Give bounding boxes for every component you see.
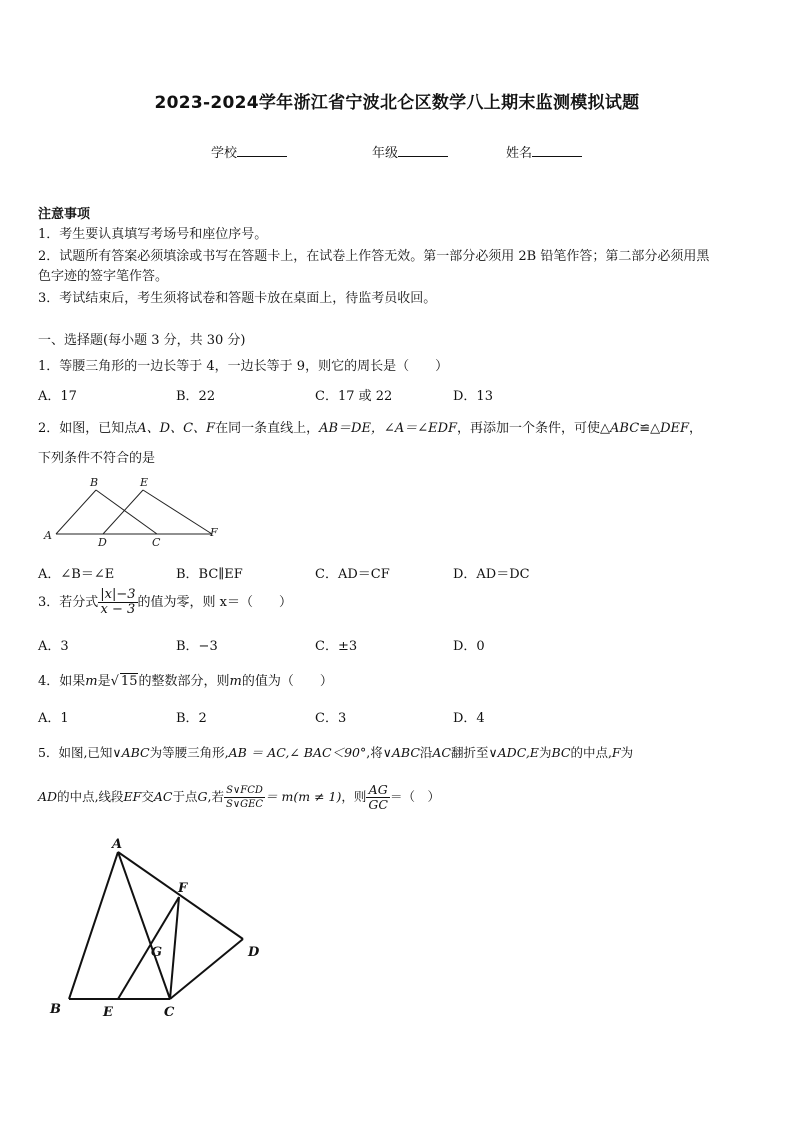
q2-segment-ab: [56, 490, 96, 534]
q2-figure: [40, 472, 230, 548]
q5-tail: ＝（ ）: [389, 789, 440, 804]
q5-t8: AC: [432, 745, 451, 760]
grade-label: 年级: [372, 146, 399, 161]
question-2: [38, 417, 702, 436]
q3-fraction: [98, 588, 137, 617]
q5-t5: ,将∨: [366, 745, 392, 760]
q5-ag: AG: [366, 783, 390, 798]
q5-segment-fc: [170, 897, 179, 999]
q4-var-m2: m: [229, 674, 242, 689]
q5-label-f: F: [178, 881, 188, 896]
q4-text-mid2: 的整数部分，则: [138, 674, 230, 689]
q1-option-a: A．17: [38, 389, 77, 404]
q1-option-b: B．22: [176, 389, 216, 404]
q5-t6: ABC: [391, 745, 420, 760]
q5-t11: 为: [538, 745, 552, 760]
school-field: [211, 142, 287, 161]
notice-item-2: 2．试题所有答案必须填涂或书写在答题卡上，在试卷上作答无效。第一部分必须用 2B 铅笔作答；第二部分必须用黑: [38, 249, 710, 264]
q2-tri-def: DEF: [660, 421, 690, 436]
q5-label-e: E: [103, 1005, 113, 1020]
q5-l2-t1: 的中点,线段: [57, 789, 124, 804]
q5-label-c: C: [164, 1005, 175, 1020]
q5-eq: ＝ m(m ≠ 1): [265, 789, 342, 804]
q5-l2-ac: AC: [153, 789, 173, 804]
q1-option-d: D．13: [453, 389, 493, 404]
q2-option-c: C．AD＝CF: [315, 567, 390, 582]
q3-option-b: B．−3: [176, 639, 218, 654]
q5-ag-gc: [366, 783, 390, 812]
q5-then: ，则: [341, 789, 367, 804]
school-blank: [237, 144, 287, 157]
q3-denominator: x − 3: [100, 602, 136, 617]
name-field: [506, 142, 582, 161]
q5-label-b: B: [50, 1002, 61, 1017]
q2-segment-ef: [143, 490, 212, 534]
q5-area-num: S∨FCD: [224, 784, 265, 798]
q2-label-c: C: [152, 536, 161, 548]
q2-option-a: A．∠B＝∠E: [38, 567, 115, 582]
q2-tri-abc: ABC: [610, 421, 640, 436]
q2-label-f: F: [210, 526, 218, 539]
q2-comma: ，: [689, 421, 703, 436]
q5-t14: F: [611, 745, 621, 760]
question-5-line2: [38, 783, 440, 812]
q5-segment-ab: [69, 852, 118, 999]
page-title: 2023-2024学年浙江省宁波北仑区数学八上期末监测模拟试题: [154, 93, 640, 113]
q2-points: A、D、C、F: [137, 421, 216, 436]
q5-t12: BC: [551, 745, 571, 760]
q5-l2-ef: EF: [123, 789, 142, 804]
q5-t13: 的中点,: [570, 745, 612, 760]
q3-text-pre: 3．若分式: [38, 595, 99, 610]
q2-text-d: ，再添加一个条件，可使△: [457, 421, 611, 436]
q3-option-c: C．±3: [315, 639, 358, 654]
q4-text-pre: 4．如果: [38, 674, 86, 689]
q3-option-d: D．0: [453, 639, 485, 654]
q2-segment-bc: [96, 490, 157, 534]
q2-text-a: 2．如图，已知点: [38, 421, 138, 436]
q5-label-a: A: [112, 837, 123, 852]
q4-option-b: B．2: [176, 711, 207, 726]
name-blank: [532, 144, 582, 157]
q5-label-d: D: [248, 945, 260, 960]
q1-option-c: C．17 或 22: [315, 389, 393, 404]
q5-label-g: G: [151, 945, 163, 960]
notice-item-3: 3．考试结束后，考生须将试卷和答题卡放在桌面上，待监考员收回。: [38, 291, 437, 306]
name-label: 姓名: [506, 146, 533, 161]
q2-congruent: ≌△: [639, 421, 661, 436]
notice-heading: 注意事项: [38, 207, 91, 222]
question-3: [38, 588, 292, 617]
q3-numerator: |x|−3: [100, 587, 136, 602]
q2-segment-de: [103, 490, 143, 534]
q3-text-post: 的值为零，则 x＝（ ）: [137, 595, 293, 610]
q4-option-d: D．4: [453, 711, 485, 726]
q3-option-a: A．3: [38, 639, 69, 654]
notice-item-1: 1．考生要认真填写考场号和座位序号。: [38, 227, 268, 242]
q5-segment-dc: [170, 939, 243, 999]
q2-label-e: E: [140, 476, 149, 489]
q2-condition: AB＝DE，∠A＝∠EDF: [319, 421, 458, 436]
q5-l2-t2: 交: [141, 789, 154, 804]
question-2-line2: 下列条件不符合的是: [38, 451, 156, 466]
section-heading: 一、选择题(每小题 3 分，共 30 分): [38, 333, 246, 348]
grade-field: [372, 142, 448, 161]
q5-t1: 5．如图,已知∨: [38, 745, 122, 760]
q4-var-m: m: [85, 674, 98, 689]
q5-figure: [40, 832, 272, 1024]
q5-l2-ad: AD: [38, 789, 58, 804]
question-1: 1．等腰三角形的一边长等于 4，一边长等于 9，则它的周长是（ ）: [38, 359, 449, 374]
q5-segment-ef: [118, 897, 179, 999]
q4-radicand: 15: [120, 674, 138, 689]
q2-label-d: D: [98, 536, 107, 548]
notice-item-2-cont: 色字迹的签字笔作答。: [38, 269, 169, 284]
q2-label-b: B: [90, 476, 99, 489]
q5-l2-t4: ,若: [207, 789, 224, 804]
sqrt-icon: √: [110, 674, 119, 689]
q5-t3: 为等腰三角形,: [149, 745, 229, 760]
school-label: 学校: [211, 146, 238, 161]
q5-t7: 沿: [419, 745, 433, 760]
q4-text-post: 的值为（ ）: [241, 674, 333, 689]
q5-t10: ADC,E: [497, 745, 539, 760]
q2-label-a: A: [44, 529, 52, 542]
q5-gc: GC: [368, 797, 388, 812]
question-5: [38, 743, 633, 761]
q5-l2-t3: 于点: [172, 789, 198, 804]
q4-option-c: C．3: [315, 711, 347, 726]
q2-option-d: D．AD＝DC: [453, 567, 530, 582]
grade-blank: [398, 144, 448, 157]
q5-l2-g: G: [197, 789, 208, 804]
q5-t15: 为: [620, 745, 634, 760]
q4-text-mid: 是: [97, 674, 111, 689]
q5-t2: ABC: [121, 745, 150, 760]
question-4: [38, 670, 333, 689]
q5-t9: 翻折至∨: [451, 745, 498, 760]
q5-t4: AB ＝ AC,∠ BAC＜90°: [228, 745, 367, 760]
q5-area-ratio: [224, 784, 265, 811]
q2-option-b: B．BC∥EF: [176, 567, 243, 582]
q4-option-a: A．1: [38, 711, 69, 726]
q2-text-b: 在同一条直线上，: [215, 421, 320, 436]
q5-area-den: S∨GEC: [225, 799, 264, 810]
